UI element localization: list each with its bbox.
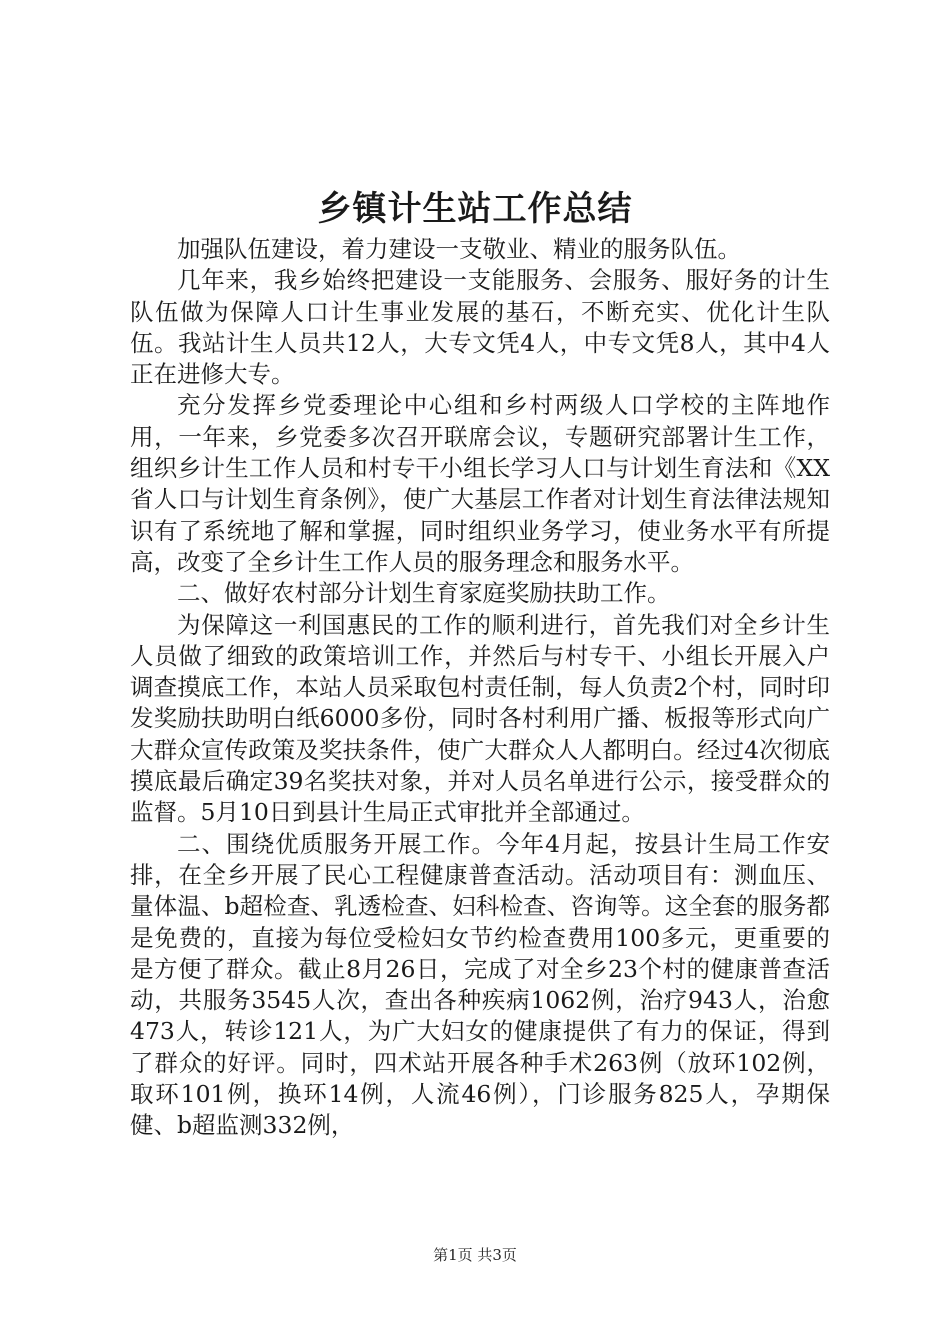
paragraph: 加强队伍建设，着力建设一支敬业、精业的服务队伍。 xyxy=(177,235,741,263)
document-title: 乡镇计生站工作总结 xyxy=(317,189,633,229)
paragraph: 几年来，我乡始终把建设一支能服务、会服务、服好务的计生队伍做为保障人口计生事业发展的基石，不断充实、优化计生队伍。我站计生人员共12人，大专文凭4人，中专文凭8人，其中4人正在进修大专。 xyxy=(130,266,830,389)
paragraph: 为保障这一利国惠民的工作的顺利进行，首先我们对全乡计生人员做了细致的政策培训工作，并然后与村专干、小组长开展入户调查摸底工作，本站人员采取包村责任制，每人负责2个村，同时印发奖励扶助明白纸6000多份，同时各村利用广播、板报等形式向广大群众宣传政策及奖扶条件，使广大群众人人都明白。经过4次彻底摸底最后确定39名奖扶对象，并对人员名单进行公示，接受群众的监督。5月10日到县计生局正式审批并全部通过。 xyxy=(130,610,830,827)
section-heading: 二、做好农村部分计划生育家庭奖励扶助工作。 xyxy=(177,579,671,608)
page-footer: 第1页 共3页 xyxy=(433,1246,517,1264)
document-body xyxy=(130,234,830,1142)
paragraph: 充分发挥乡党委理论中心组和乡村两级人口学校的主阵地作用，一年来，乡党委多次召开联席会议，专题研究部署计生工作，组织乡计生工作人员和村专干小组长学习人口与计划生育法和《XX省人口与计划生育条例》，使广大基层工作者对计划生育法律法规知识有了系统地了解和掌握，同时组织业务学习，使业务水平有所提高，改变了全乡计生工作人员的服务理念和服务水平。 xyxy=(130,391,830,576)
paragraph: 二、围绕优质服务开展工作。今年4月起，按县计生局工作安排，在全乡开展了民心工程健康普查活动。活动项目有：测血压、量体温、b超检查、乳透检查、妇科检查、咨询等。这全套的服务都是免费的，直接为每位受检妇女节约检查费用100多元，更重要的是方便了群众。截止8月26日，完成了对全乡23个村的健康普查活动，共服务3545人次，查出各种疾病1062例，治疗943人，治愈473人，转诊121人，为广大妇女的健康提供了有力的保证，得到了群众的好评。同时，四术站开展各种手术263例（放环102例，取环101例，换环14例，人流46例），门诊服务825人，孕期保健、b超监测332例， xyxy=(130,829,830,1140)
